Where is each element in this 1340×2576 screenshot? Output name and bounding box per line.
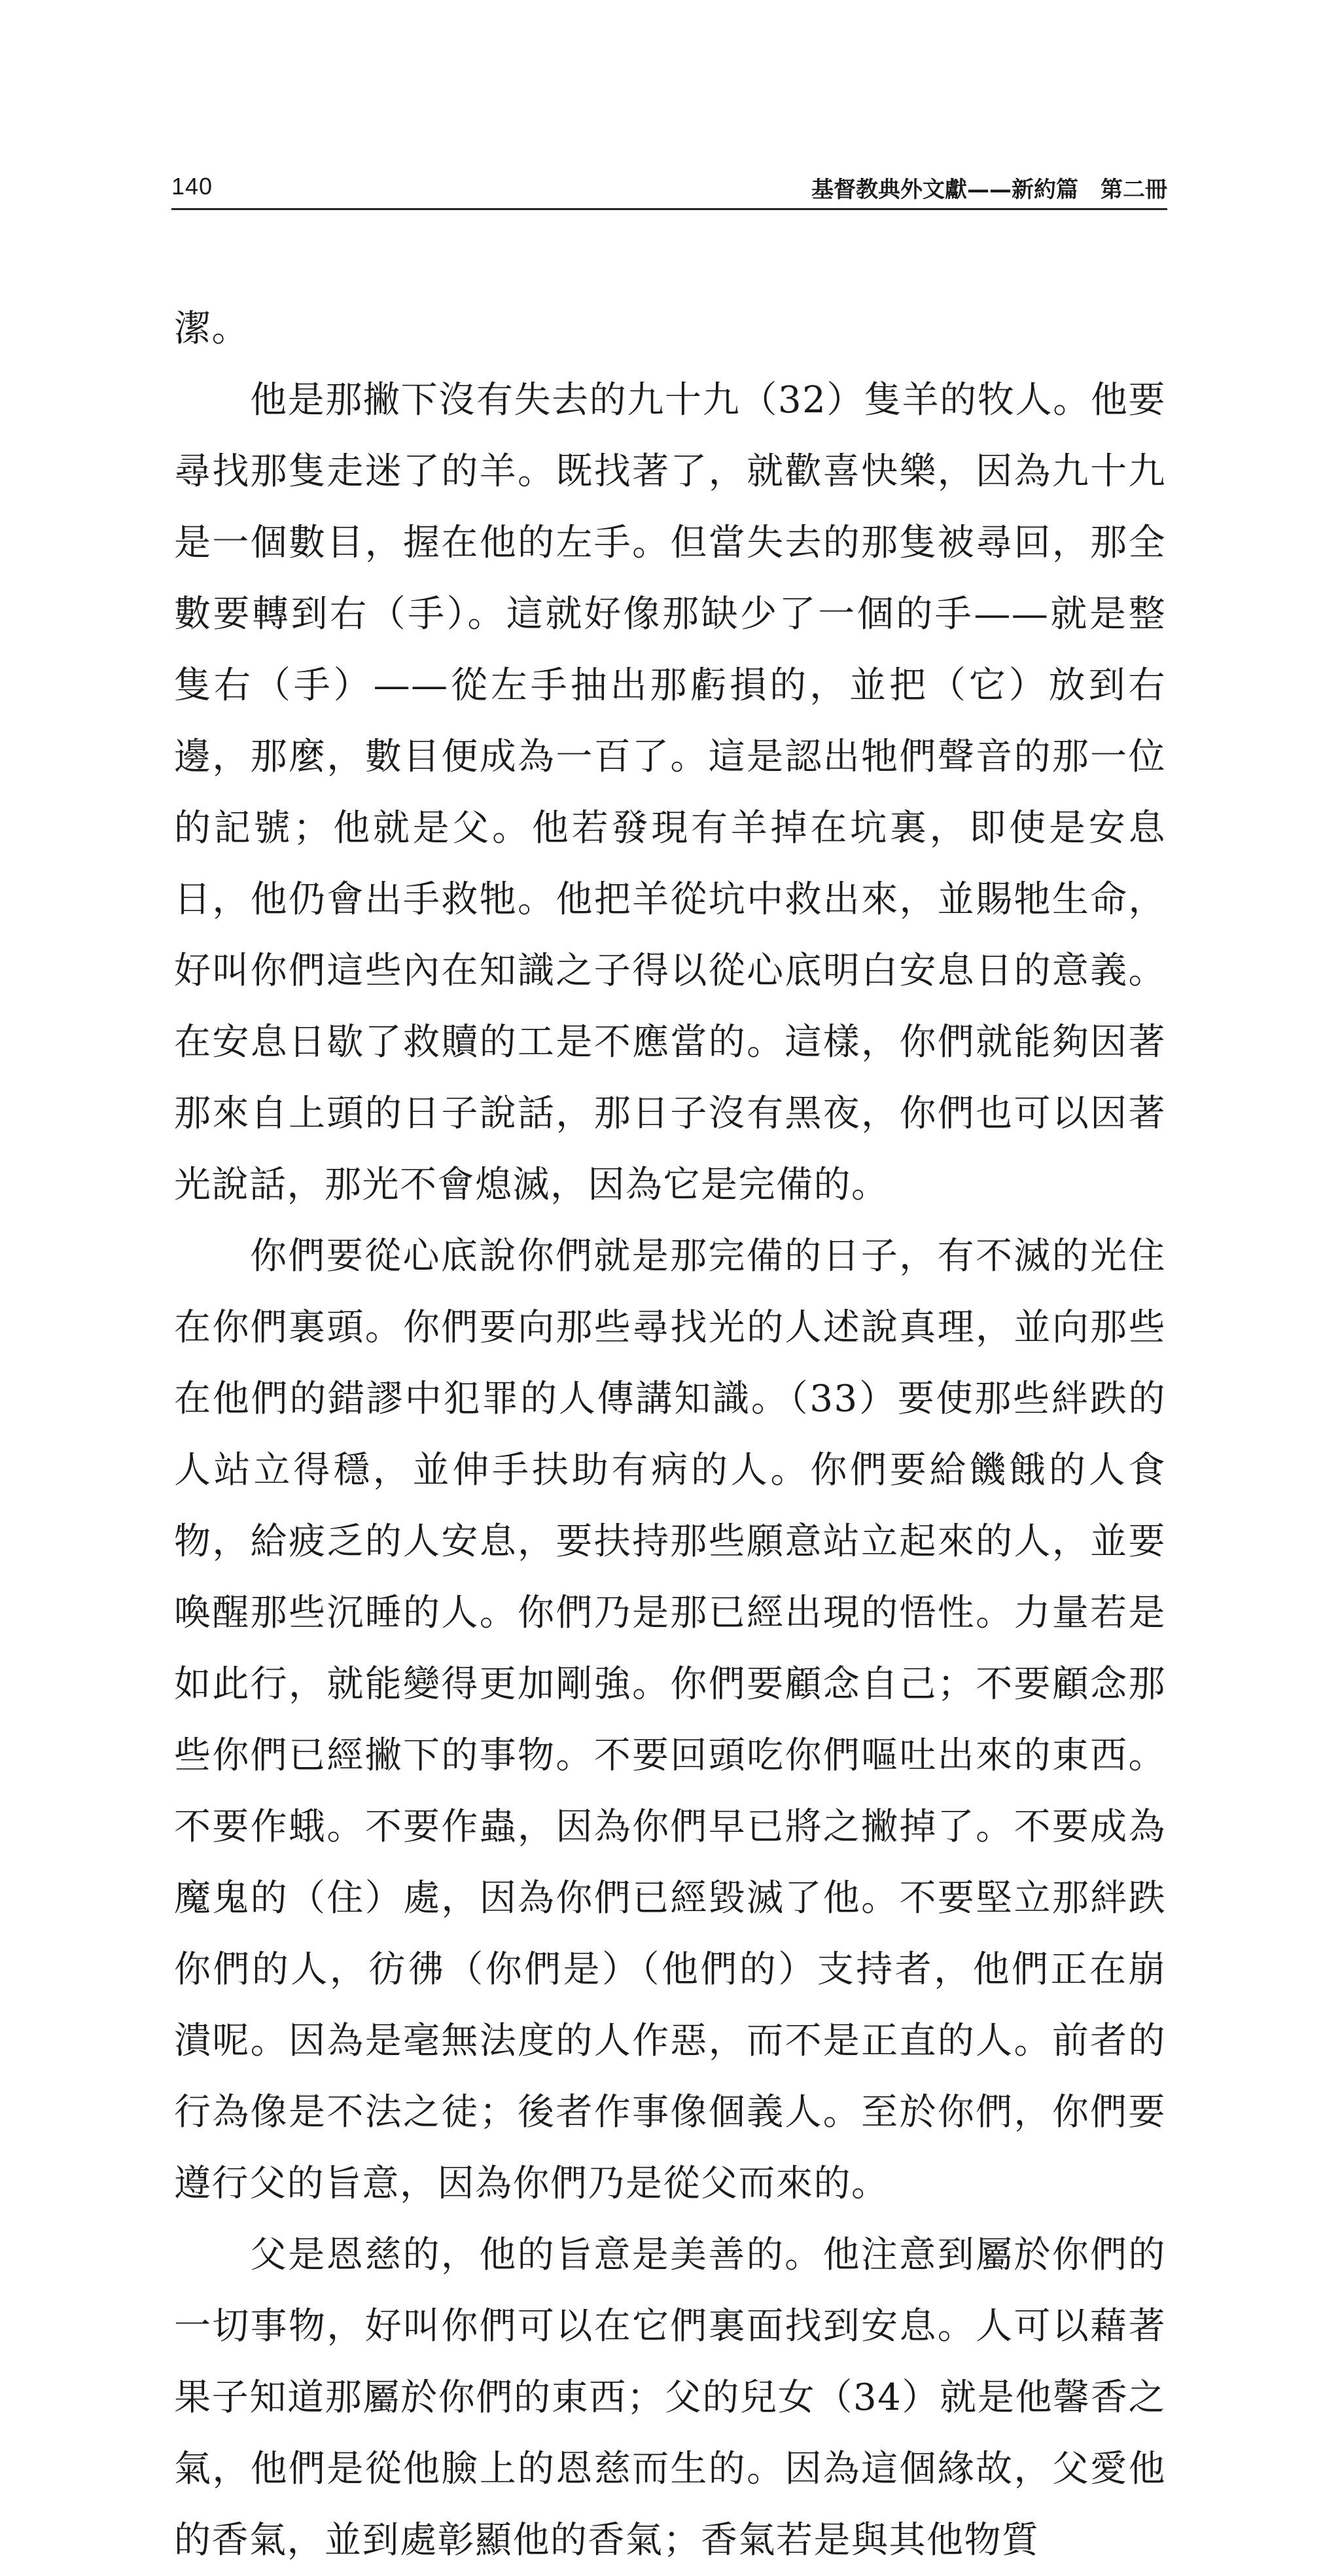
running-header (171, 171, 1167, 210)
header-title (811, 171, 1167, 204)
paragraph-continuation: 潔。 (174, 308, 249, 350)
paragraph: 父是恩慈的，他的旨意是美善的。他注意到屬於你們的一切事物，好叫你們可以在它們裏面找到安息。人可以藉著果子知道那屬於你們的東西；父的兒女（34）就是他馨香之氣，他們是從他臉上的恩慈而生的。因為這個緣故，父愛他的香氣，並到處彰顯他的香氣；香氣若是與其他物質 (174, 2234, 1166, 2562)
body-text (174, 293, 1166, 2576)
book-title: 基督教典外文獻——新約篇 (811, 177, 1078, 203)
paragraph: 他是那撇下沒有失去的九十九（32）隻羊的牧人。他要尋找那隻走迷了的羊。既找著了，就歡喜快樂，因為九十九是一個數目，握在他的左手。但當失去的那隻被尋回，那全數要轉到右（手）。這就好像那缺少了一個的手——就是整隻右（手）——從左手抽出那虧損的，並把（它）放到右邊，那麼，數目便成為一百了。這是認出牠們聲音的那一位的記號；他就是父。他若發現有羊掉在坑裏，即使是安息日，他仍會出手救牠。他把羊從坑中救出來，並賜牠生命，好叫你們這些內在知識之子得以從心底明白安息日的意義。在安息日歇了救贖的工是不應當的。這樣，你們就能夠因著那來自上頭的日子說話，那日子沒有黑夜，你們也可以因著光說話，那光不會熄滅，因為它是完備的。 (174, 379, 1166, 1206)
volume-label: 第二冊 (1101, 177, 1167, 203)
paragraph: 你們要從心底說你們就是那完備的日子，有不滅的光住在你們裏頭。你們要向那些尋找光的人述說真理，並向那些在他們的錯謬中犯罪的人傳講知識。（33）要使那些絆跌的人站立得穩，並伸手扶助有病的人。你們要給饑餓的人食物，給疲乏的人安息，要扶持那些願意站立起來的人，並要喚醒那些沉睡的人。你們乃是那已經出現的悟性。力量若是如此行，就能變得更加剛強。你們要顧念自己；不要顧念那些你們已經撇下的事物。不要回頭吃你們嘔吐出來的東西。不要作蛾。不要作蟲，因為你們早已將之撇掉了。不要成為魔鬼的（住）處，因為你們已經毀滅了他。不要堅立那絆跌你們的人，彷彿（你們是）（他們的）支持者，他們正在崩潰呢。因為是毫無法度的人作惡，而不是正直的人。前者的行為像是不法之徒；後者作事像個義人。至於你們，你們要遵行父的旨意，因為你們乃是從父而來的。 (174, 1235, 1166, 2205)
page-number: 140 (171, 173, 213, 200)
